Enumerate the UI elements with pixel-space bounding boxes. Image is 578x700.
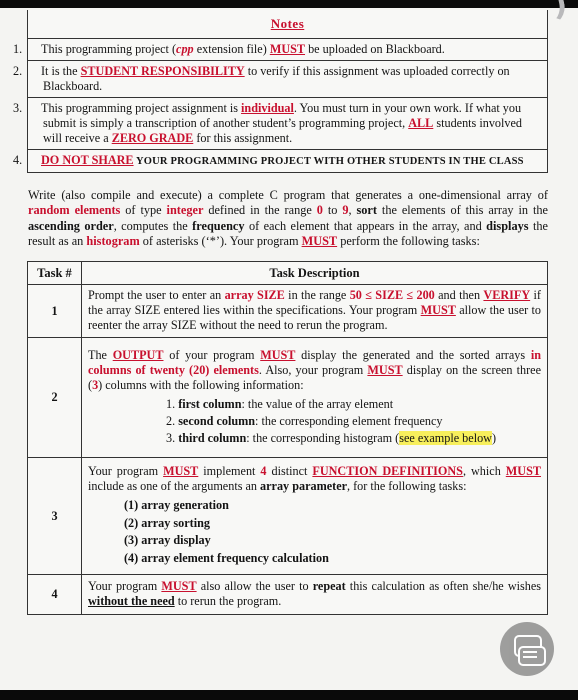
task-description: Your program MUST implement 4 distinct FUNCTION DEFINITIONS, which MUST include as one of the arguments an array parameter, for the following tasks: (1) array generation (2) array sorting (3) array display (4) array element frequency calculation [82,458,548,575]
task-description: Prompt the user to enter an array SIZE in the range 50 ≤ SIZE ≤ 200 and then VERIFY if the array SIZE entered lies within the specifications. Your program MUST allow the user to reenter the array SIZE without the need to rerun the program. [82,285,548,338]
note-4: 4. DO NOT SHARE YOUR PROGRAMMING PROJECT WITH OTHER STUDENTS IN THE CLASS [13,153,524,167]
top-bar [0,0,578,8]
table-row [28,458,548,575]
task-number: 4 [28,575,82,615]
table-header-row [28,262,548,285]
notes-title: Notes [28,10,547,39]
assignment-paragraph: Write (also compile and execute) a complete C program that generates a one-dimensional array of random elements of type integer defined in the range 0 to 9, sort the elements of this array in the ascending order, computes the frequency of each element that appears in the array, and displays the result as an histogram of asterisks (‘*’). Your program MUST perform the following tasks: [28,188,548,248]
highlighted-note: see example below [399,430,492,445]
header-task-description: Task Description [82,262,548,285]
note-1: 1. This programming project (cpp extension file) MUST be uploaded on Blackboard. [28,39,547,61]
note-3: 3. This programming project assignment is individual. You must turn in your own work. If what you submit is simply a transcription of another student’s programming project, ALL students involved will receive a ZERO GRADE for this assignment. [28,98,547,150]
task-number: 3 [28,458,82,575]
task-table [27,261,548,615]
chat-icon[interactable] [500,622,554,676]
task-description: Your program MUST also allow the user to repeat this calculation as often she/he wishes without the need to rerun the program. [82,575,548,615]
table-row [28,338,548,458]
task-number: 1 [28,285,82,338]
table-row [28,285,548,338]
list-item: (4) array element frequency calculation [124,550,329,565]
task-description: The OUTPUT of your program MUST display the generated and the sorted arrays in columns of twenty (20) elements. Also, your program MUST display on the screen three (3) columns with the following information: 1. first column: the value of the array element 2. second column: the corresponding element frequency 3. third column: the corresponding histogram (see example below) [82,338,548,458]
header-task-num: Task # [28,262,82,285]
note-2: 2. It is the STUDENT RESPONSIBILITY to verify if this assignment was uploaded correctly on Blackboard. [28,61,547,98]
bottom-bar [0,690,578,700]
list-item: (2) array sorting [124,515,210,530]
task-number: 2 [28,338,82,458]
list-item: (1) array generation [124,498,229,512]
notes-box [13,10,548,173]
list-item: (3) array display [124,533,211,547]
table-row [28,575,548,615]
